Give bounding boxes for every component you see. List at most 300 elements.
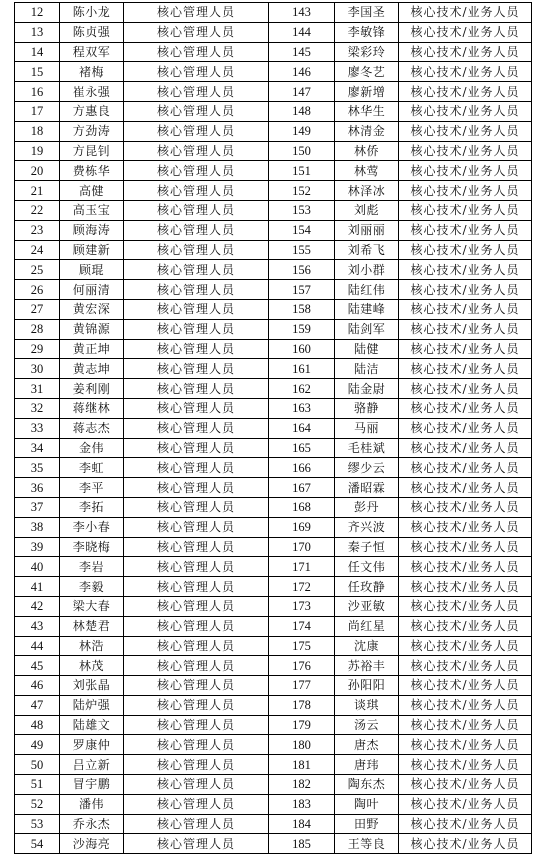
row-number-left: 42 [15, 596, 60, 616]
table-row [15, 161, 532, 181]
person-role-right: 核心技术/业务人员 [399, 814, 532, 834]
person-name-left: 黄宏深 [60, 299, 124, 319]
table-row [15, 557, 532, 577]
person-role-left: 核心管理人员 [124, 755, 269, 775]
person-name-right: 陶叶 [335, 794, 399, 814]
person-role-right: 核心技术/业务人员 [399, 161, 532, 181]
person-name-left: 林茂 [60, 656, 124, 676]
table-row [15, 200, 532, 220]
row-number-left: 38 [15, 517, 60, 537]
table-row [15, 121, 532, 141]
row-number-left: 49 [15, 735, 60, 755]
row-number-right: 157 [269, 280, 335, 300]
person-role-right: 核心技术/业务人员 [399, 339, 532, 359]
person-name-left: 李平 [60, 478, 124, 498]
row-number-right: 145 [269, 42, 335, 62]
row-number-right: 176 [269, 656, 335, 676]
table-body [15, 3, 532, 854]
person-role-left: 核心管理人员 [124, 458, 269, 478]
table-row [15, 458, 532, 478]
person-role-left: 核心管理人员 [124, 517, 269, 537]
table-row [15, 82, 532, 102]
person-name-right: 陆剑军 [335, 319, 399, 339]
person-name-left: 顾建新 [60, 240, 124, 260]
row-number-right: 178 [269, 695, 335, 715]
table-row [15, 101, 532, 121]
person-name-left: 林楚君 [60, 616, 124, 636]
row-number-left: 22 [15, 200, 60, 220]
person-role-right: 核心技术/业务人员 [399, 636, 532, 656]
row-number-right: 185 [269, 834, 335, 854]
person-name-left: 乔永杰 [60, 814, 124, 834]
person-name-right: 秦子恒 [335, 537, 399, 557]
person-name-right: 唐杰 [335, 735, 399, 755]
person-role-left: 核心管理人员 [124, 577, 269, 597]
person-role-right: 核心技术/业务人员 [399, 478, 532, 498]
person-name-left: 崔永强 [60, 82, 124, 102]
table-row [15, 22, 532, 42]
table-row [15, 299, 532, 319]
table-row [15, 3, 532, 23]
person-name-right: 李敏锋 [335, 22, 399, 42]
row-number-right: 177 [269, 676, 335, 696]
person-name-left: 陆炉强 [60, 695, 124, 715]
row-number-right: 159 [269, 319, 335, 339]
person-role-right: 核心技术/业务人员 [399, 438, 532, 458]
person-name-left: 方劲涛 [60, 121, 124, 141]
person-role-left: 核心管理人员 [124, 260, 269, 280]
row-number-left: 54 [15, 834, 60, 854]
row-number-right: 168 [269, 497, 335, 517]
person-role-right: 核心技术/业务人员 [399, 715, 532, 735]
person-role-right: 核心技术/业务人员 [399, 418, 532, 438]
person-role-right: 核心技术/业务人员 [399, 517, 532, 537]
person-name-left: 李拓 [60, 497, 124, 517]
person-name-left: 罗康仲 [60, 735, 124, 755]
row-number-right: 162 [269, 379, 335, 399]
person-name-right: 林泽冰 [335, 181, 399, 201]
table-row [15, 794, 532, 814]
person-name-right: 任文伟 [335, 557, 399, 577]
person-name-left: 吕立新 [60, 755, 124, 775]
person-role-left: 核心管理人员 [124, 775, 269, 795]
row-number-left: 19 [15, 141, 60, 161]
person-role-right: 核心技术/业务人员 [399, 398, 532, 418]
row-number-right: 172 [269, 577, 335, 597]
person-role-left: 核心管理人员 [124, 319, 269, 339]
person-role-right: 核心技术/业务人员 [399, 359, 532, 379]
person-role-left: 核心管理人员 [124, 794, 269, 814]
person-name-right: 任玫静 [335, 577, 399, 597]
person-name-right: 毛桂斌 [335, 438, 399, 458]
table-row [15, 62, 532, 82]
person-role-left: 核心管理人员 [124, 62, 269, 82]
person-name-right: 林华生 [335, 101, 399, 121]
table-row [15, 438, 532, 458]
person-role-left: 核心管理人员 [124, 161, 269, 181]
row-number-right: 161 [269, 359, 335, 379]
person-name-left: 顾琨 [60, 260, 124, 280]
row-number-left: 24 [15, 240, 60, 260]
row-number-right: 166 [269, 458, 335, 478]
row-number-left: 44 [15, 636, 60, 656]
person-name-right: 刘彪 [335, 200, 399, 220]
row-number-right: 165 [269, 438, 335, 458]
person-role-right: 核心技术/业务人员 [399, 260, 532, 280]
person-name-left: 黄正坤 [60, 339, 124, 359]
row-number-left: 27 [15, 299, 60, 319]
row-number-left: 48 [15, 715, 60, 735]
person-name-right: 齐兴波 [335, 517, 399, 537]
person-role-left: 核心管理人员 [124, 359, 269, 379]
row-number-left: 46 [15, 676, 60, 696]
row-number-right: 143 [269, 3, 335, 23]
row-number-right: 179 [269, 715, 335, 735]
table-row [15, 517, 532, 537]
row-number-left: 16 [15, 82, 60, 102]
row-number-left: 52 [15, 794, 60, 814]
person-role-right: 核心技术/业务人员 [399, 42, 532, 62]
row-number-right: 147 [269, 82, 335, 102]
person-name-right: 廖冬艺 [335, 62, 399, 82]
row-number-left: 40 [15, 557, 60, 577]
person-role-left: 核心管理人员 [124, 299, 269, 319]
person-name-right: 汤云 [335, 715, 399, 735]
person-role-left: 核心管理人员 [124, 181, 269, 201]
person-name-right: 潘昭霖 [335, 478, 399, 498]
table-row [15, 755, 532, 775]
person-name-left: 刘张晶 [60, 676, 124, 696]
person-role-left: 核心管理人员 [124, 42, 269, 62]
row-number-left: 30 [15, 359, 60, 379]
person-role-left: 核心管理人员 [124, 478, 269, 498]
row-number-left: 25 [15, 260, 60, 280]
table-row [15, 497, 532, 517]
person-name-left: 潘伟 [60, 794, 124, 814]
person-role-left: 核心管理人员 [124, 735, 269, 755]
row-number-right: 183 [269, 794, 335, 814]
row-number-left: 31 [15, 379, 60, 399]
table-row [15, 141, 532, 161]
table-row [15, 775, 532, 795]
row-number-right: 152 [269, 181, 335, 201]
person-name-right: 孙阳阳 [335, 676, 399, 696]
table-row [15, 695, 532, 715]
row-number-left: 32 [15, 398, 60, 418]
row-number-right: 167 [269, 478, 335, 498]
person-role-right: 核心技术/业务人员 [399, 616, 532, 636]
person-name-left: 蒋继林 [60, 398, 124, 418]
person-role-left: 核心管理人员 [124, 676, 269, 696]
row-number-left: 41 [15, 577, 60, 597]
table-row [15, 220, 532, 240]
row-number-left: 47 [15, 695, 60, 715]
person-role-right: 核心技术/业务人员 [399, 755, 532, 775]
person-name-left: 方惠良 [60, 101, 124, 121]
row-number-left: 29 [15, 339, 60, 359]
person-role-right: 核心技术/业务人员 [399, 141, 532, 161]
person-role-left: 核心管理人员 [124, 438, 269, 458]
person-name-left: 林浩 [60, 636, 124, 656]
row-number-right: 153 [269, 200, 335, 220]
personnel-table [14, 2, 532, 854]
row-number-right: 150 [269, 141, 335, 161]
table-row [15, 636, 532, 656]
row-number-right: 158 [269, 299, 335, 319]
person-name-left: 李小春 [60, 517, 124, 537]
person-role-left: 核心管理人员 [124, 715, 269, 735]
table-row [15, 814, 532, 834]
table-row [15, 379, 532, 399]
row-number-right: 155 [269, 240, 335, 260]
person-name-left: 陈小龙 [60, 3, 124, 23]
person-role-right: 核心技术/业务人员 [399, 794, 532, 814]
table-row [15, 181, 532, 201]
row-number-right: 169 [269, 517, 335, 537]
person-role-right: 核心技术/业务人员 [399, 62, 532, 82]
person-role-right: 核心技术/业务人员 [399, 834, 532, 854]
row-number-right: 163 [269, 398, 335, 418]
person-name-right: 陆洁 [335, 359, 399, 379]
person-role-right: 核心技术/业务人员 [399, 3, 532, 23]
table-row [15, 240, 532, 260]
person-name-left: 梁大春 [60, 596, 124, 616]
person-role-left: 核心管理人员 [124, 82, 269, 102]
person-role-right: 核心技术/业务人员 [399, 676, 532, 696]
person-role-right: 核心技术/业务人员 [399, 121, 532, 141]
row-number-left: 37 [15, 497, 60, 517]
person-role-right: 核心技术/业务人员 [399, 22, 532, 42]
person-role-left: 核心管理人员 [124, 616, 269, 636]
person-role-left: 核心管理人员 [124, 834, 269, 854]
person-name-left: 何丽清 [60, 280, 124, 300]
person-role-left: 核心管理人员 [124, 240, 269, 260]
row-number-left: 12 [15, 3, 60, 23]
person-name-left: 冒宇鹏 [60, 775, 124, 795]
person-name-right: 林清金 [335, 121, 399, 141]
row-number-right: 154 [269, 220, 335, 240]
row-number-right: 146 [269, 62, 335, 82]
person-role-right: 核心技术/业务人员 [399, 220, 532, 240]
person-name-right: 田野 [335, 814, 399, 834]
person-name-right: 李国圣 [335, 3, 399, 23]
person-name-right: 刘小群 [335, 260, 399, 280]
table-row [15, 418, 532, 438]
row-number-left: 23 [15, 220, 60, 240]
row-number-left: 34 [15, 438, 60, 458]
person-role-left: 核心管理人员 [124, 141, 269, 161]
row-number-left: 20 [15, 161, 60, 181]
table-row [15, 42, 532, 62]
table-row [15, 834, 532, 854]
person-role-left: 核心管理人员 [124, 339, 269, 359]
person-role-right: 核心技术/业务人员 [399, 497, 532, 517]
row-number-right: 180 [269, 735, 335, 755]
person-name-right: 彭丹 [335, 497, 399, 517]
person-role-right: 核心技术/业务人员 [399, 200, 532, 220]
person-role-right: 核心技术/业务人员 [399, 656, 532, 676]
row-number-left: 33 [15, 418, 60, 438]
person-name-left: 程双军 [60, 42, 124, 62]
row-number-right: 174 [269, 616, 335, 636]
row-number-left: 50 [15, 755, 60, 775]
person-name-left: 褚梅 [60, 62, 124, 82]
row-number-right: 151 [269, 161, 335, 181]
person-name-right: 林侨 [335, 141, 399, 161]
person-name-right: 沈康 [335, 636, 399, 656]
row-number-right: 173 [269, 596, 335, 616]
person-role-left: 核心管理人员 [124, 200, 269, 220]
row-number-left: 21 [15, 181, 60, 201]
table-row [15, 735, 532, 755]
person-role-left: 核心管理人员 [124, 596, 269, 616]
row-number-left: 39 [15, 537, 60, 557]
person-name-right: 刘希飞 [335, 240, 399, 260]
person-name-left: 沙海亮 [60, 834, 124, 854]
row-number-left: 13 [15, 22, 60, 42]
row-number-right: 156 [269, 260, 335, 280]
person-name-left: 李虹 [60, 458, 124, 478]
person-name-right: 马丽 [335, 418, 399, 438]
person-name-right: 陆建峰 [335, 299, 399, 319]
person-name-right: 骆静 [335, 398, 399, 418]
person-name-right: 尚红星 [335, 616, 399, 636]
table-row [15, 616, 532, 636]
person-name-right: 缪少云 [335, 458, 399, 478]
person-role-left: 核心管理人员 [124, 695, 269, 715]
person-name-left: 蒋志杰 [60, 418, 124, 438]
person-name-left: 李岩 [60, 557, 124, 577]
person-role-left: 核心管理人员 [124, 557, 269, 577]
person-role-left: 核心管理人员 [124, 656, 269, 676]
table-row [15, 715, 532, 735]
person-role-right: 核心技术/业务人员 [399, 379, 532, 399]
row-number-right: 182 [269, 775, 335, 795]
person-name-left: 陆雄文 [60, 715, 124, 735]
person-role-right: 核心技术/业务人员 [399, 557, 532, 577]
row-number-left: 14 [15, 42, 60, 62]
person-role-right: 核心技术/业务人员 [399, 319, 532, 339]
person-name-left: 高玉宝 [60, 200, 124, 220]
person-role-right: 核心技术/业务人员 [399, 775, 532, 795]
table-row [15, 656, 532, 676]
person-name-left: 黄锦源 [60, 319, 124, 339]
person-role-left: 核心管理人员 [124, 3, 269, 23]
table-row [15, 676, 532, 696]
person-role-left: 核心管理人员 [124, 537, 269, 557]
person-role-right: 核心技术/业务人员 [399, 577, 532, 597]
person-role-right: 核心技术/业务人员 [399, 181, 532, 201]
row-number-right: 170 [269, 537, 335, 557]
person-role-right: 核心技术/业务人员 [399, 695, 532, 715]
table-row [15, 577, 532, 597]
person-role-left: 核心管理人员 [124, 398, 269, 418]
table-row [15, 339, 532, 359]
person-name-left: 金伟 [60, 438, 124, 458]
person-name-right: 陶东杰 [335, 775, 399, 795]
person-name-right: 谈琪 [335, 695, 399, 715]
table-row [15, 537, 532, 557]
person-role-left: 核心管理人员 [124, 497, 269, 517]
person-role-left: 核心管理人员 [124, 121, 269, 141]
person-role-right: 核心技术/业务人员 [399, 458, 532, 478]
person-role-left: 核心管理人员 [124, 280, 269, 300]
row-number-left: 18 [15, 121, 60, 141]
person-name-right: 陆金尉 [335, 379, 399, 399]
row-number-left: 26 [15, 280, 60, 300]
person-name-left: 姜利刚 [60, 379, 124, 399]
row-number-right: 181 [269, 755, 335, 775]
row-number-right: 184 [269, 814, 335, 834]
row-number-right: 148 [269, 101, 335, 121]
person-role-right: 核心技术/业务人员 [399, 82, 532, 102]
row-number-left: 28 [15, 319, 60, 339]
table-row [15, 398, 532, 418]
person-name-left: 李毅 [60, 577, 124, 597]
person-role-left: 核心管理人员 [124, 418, 269, 438]
person-role-left: 核心管理人员 [124, 814, 269, 834]
person-name-left: 费栋华 [60, 161, 124, 181]
person-role-left: 核心管理人员 [124, 379, 269, 399]
person-name-right: 廖新增 [335, 82, 399, 102]
row-number-right: 171 [269, 557, 335, 577]
table-row [15, 478, 532, 498]
table-row [15, 260, 532, 280]
person-name-right: 陆红伟 [335, 280, 399, 300]
person-name-right: 陆健 [335, 339, 399, 359]
person-name-left: 陈贞强 [60, 22, 124, 42]
person-name-right: 唐玮 [335, 755, 399, 775]
person-role-left: 核心管理人员 [124, 220, 269, 240]
row-number-right: 160 [269, 339, 335, 359]
person-role-right: 核心技术/业务人员 [399, 735, 532, 755]
person-role-right: 核心技术/业务人员 [399, 299, 532, 319]
table-row [15, 319, 532, 339]
row-number-right: 164 [269, 418, 335, 438]
person-name-left: 顾海涛 [60, 220, 124, 240]
row-number-left: 43 [15, 616, 60, 636]
row-number-right: 149 [269, 121, 335, 141]
person-name-left: 高健 [60, 181, 124, 201]
person-name-left: 李晓梅 [60, 537, 124, 557]
row-number-left: 17 [15, 101, 60, 121]
person-name-left: 方昆钊 [60, 141, 124, 161]
table-row [15, 359, 532, 379]
person-name-right: 林莺 [335, 161, 399, 181]
person-role-right: 核心技术/业务人员 [399, 596, 532, 616]
person-name-right: 刘丽丽 [335, 220, 399, 240]
row-number-left: 53 [15, 814, 60, 834]
row-number-right: 175 [269, 636, 335, 656]
row-number-left: 35 [15, 458, 60, 478]
person-role-right: 核心技术/业务人员 [399, 240, 532, 260]
person-name-right: 苏裕丰 [335, 656, 399, 676]
row-number-left: 51 [15, 775, 60, 795]
person-role-right: 核心技术/业务人员 [399, 537, 532, 557]
row-number-left: 36 [15, 478, 60, 498]
row-number-left: 15 [15, 62, 60, 82]
table-row [15, 596, 532, 616]
person-role-right: 核心技术/业务人员 [399, 101, 532, 121]
table-row [15, 280, 532, 300]
person-role-right: 核心技术/业务人员 [399, 280, 532, 300]
person-role-left: 核心管理人员 [124, 22, 269, 42]
person-name-right: 沙亚敏 [335, 596, 399, 616]
person-role-left: 核心管理人员 [124, 101, 269, 121]
row-number-left: 45 [15, 656, 60, 676]
person-role-left: 核心管理人员 [124, 636, 269, 656]
person-name-left: 黄志坤 [60, 359, 124, 379]
